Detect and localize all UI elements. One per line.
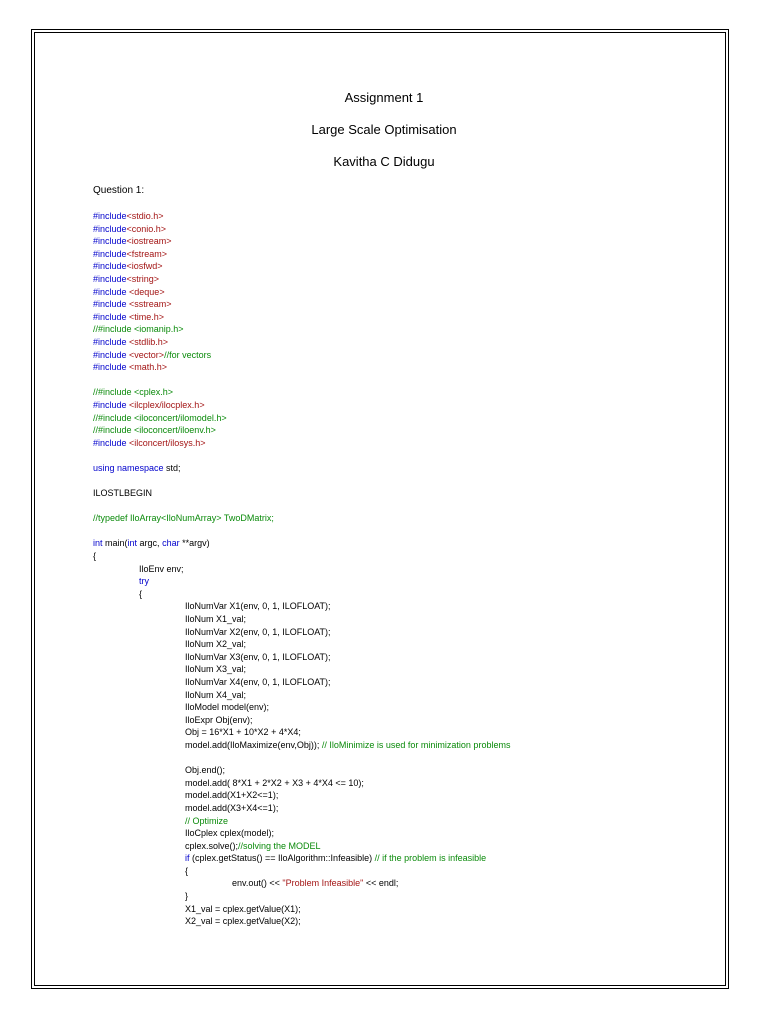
code-line: } [185, 891, 189, 902]
code-line: // Optimize [185, 815, 229, 826]
code-line: model.add(X3+X4<=1); [185, 802, 279, 813]
code-line: { [139, 588, 143, 599]
code-line: #include<iostream> [93, 236, 172, 247]
code-line: IloModel model(env); [185, 702, 270, 713]
code-line: Obj.end(); [185, 765, 226, 776]
code-line: env.out() << "Problem Infeasible" << endl; [232, 878, 399, 889]
code-line: int main(int argc, char **argv) [93, 538, 210, 549]
code-line: #include <time.h> [93, 311, 165, 322]
code-line: Obj = 16*X1 + 10*X2 + 4*X4; [185, 727, 301, 738]
code-line: X2_val = cplex.getValue(X2); [185, 916, 301, 927]
code-line: model.add( 8*X1 + 2*X2 + X3 + 4*X4 <= 10); [185, 777, 364, 788]
code-line: #include <ilcplex/ilocplex.h> [93, 399, 205, 410]
code-line: #include <deque> [93, 286, 165, 297]
code-line: //#include <iomanip.h> [93, 324, 184, 335]
code-line: #include <ilconcert/ilosys.h> [93, 437, 206, 448]
title-block [0, 90, 768, 186]
code-line: #include <vector>//for vectors [93, 349, 212, 360]
code-listing [93, 210, 713, 928]
code-line: model.add(IloMaximize(env,Obj)); // IloMinimize is used for minimization problems [185, 739, 511, 750]
code-line: if (cplex.getStatus() == IloAlgorithm::Infeasible) // if the problem is infeasible [185, 853, 487, 864]
code-line: IloExpr Obj(env); [185, 714, 253, 725]
code-line: { [93, 551, 97, 562]
code-line: IloNumVar X3(env, 0, 1, ILOFLOAT); [185, 651, 331, 662]
code-line: using namespace std; [93, 462, 181, 473]
code-line: #include<iosfwd> [93, 261, 163, 272]
code-line: #include<fstream> [93, 248, 168, 259]
code-line: IloNum X3_val; [185, 664, 247, 675]
document-author: Kavitha C Didugu [333, 154, 435, 169]
code-line: IloNum X4_val; [185, 689, 247, 700]
document-subtitle: Large Scale Optimisation [311, 122, 457, 137]
question-label: Question 1: [93, 185, 145, 196]
code-line: #include<stdio.h> [93, 211, 164, 221]
code-line: //typedef IloArray<IloNumArray> TwoDMatrix; [93, 513, 274, 524]
code-line: //#include <cplex.h> [93, 387, 174, 398]
code-line: IloNumVar X2(env, 0, 1, ILOFLOAT); [185, 626, 331, 637]
code-line: IloNum X1_val; [185, 614, 247, 624]
code-line: model.add(X1+X2<=1); [185, 790, 279, 801]
code-line: X1_val = cplex.getValue(X1); [185, 903, 301, 914]
code-line: #include <math.h> [93, 362, 168, 373]
code-line: //#include <iloconcert/iloenv.h> [93, 425, 216, 436]
code-line: { [185, 865, 189, 876]
code-line: #include<string> [93, 273, 160, 284]
code-line: cplex.solve();//solving the MODEL [185, 840, 321, 851]
code-line: #include<conio.h> [93, 223, 167, 234]
code-line: try [139, 576, 149, 587]
code-line: IloNumVar X1(env, 0, 1, ILOFLOAT); [185, 601, 331, 612]
code-line: ILOSTLBEGIN [93, 488, 153, 499]
code-line: IloNumVar X4(env, 0, 1, ILOFLOAT); [185, 676, 331, 687]
code-line: //#include <iloconcert/ilomodel.h> [93, 412, 227, 423]
code-line: #include <sstream> [93, 299, 172, 310]
code-line: IloEnv env; [139, 563, 184, 574]
code-line: IloNum X2_val; [185, 639, 247, 650]
code-line: #include <stdlib.h> [93, 336, 169, 347]
document-title: Assignment 1 [344, 90, 424, 105]
code-line: IloCplex cplex(model); [185, 828, 275, 839]
